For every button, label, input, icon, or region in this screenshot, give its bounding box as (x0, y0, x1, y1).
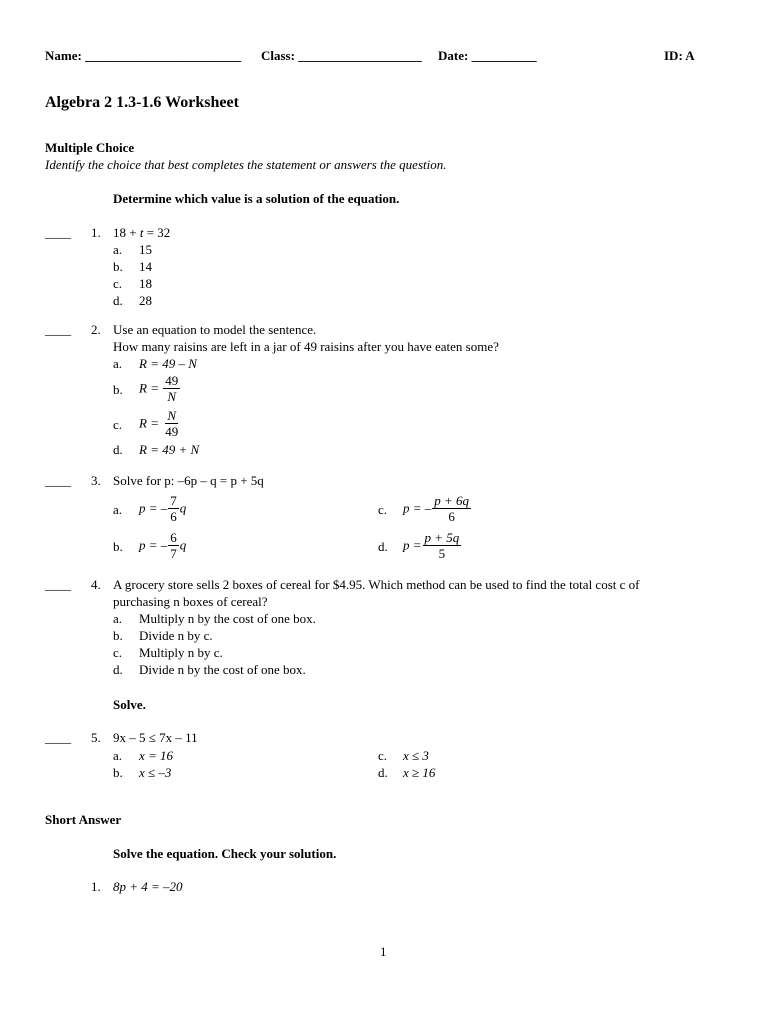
answer-blank[interactable]: ____ (45, 577, 71, 592)
choice-text: Multiply n by c. (139, 645, 223, 660)
choice-letter: c. (378, 502, 388, 517)
choice-text: Divide n by the cost of one box. (139, 662, 306, 677)
worksheet-title: Algebra 2 1.3-1.6 Worksheet (45, 94, 239, 111)
short-answer-direction: Solve the equation. Check your solution. (113, 846, 337, 861)
choice-text: 14 (139, 259, 152, 274)
choice-letter: d. (113, 442, 123, 457)
answer-blank[interactable]: ____ (45, 730, 71, 745)
choice-letter: b. (113, 628, 123, 643)
choice-letter: c. (113, 417, 123, 432)
choice-text: Multiply n by the cost of one box. (139, 611, 316, 626)
choice-letter: d. (113, 293, 123, 308)
choice-text: Divide n by c. (139, 628, 213, 643)
choice-fraction: R = $\frac{49}{N}$ (139, 373, 179, 404)
answer-blank[interactable]: ____ (45, 225, 71, 240)
answer-blank[interactable]: ____ (45, 322, 71, 337)
choice-letter: a. (113, 611, 123, 626)
choice-letter: d. (378, 765, 388, 780)
id-label: ID: A (664, 48, 695, 63)
short-answer-heading: Short Answer (45, 812, 122, 827)
choice-text: 28 (139, 293, 152, 308)
question-stem: 9x – 5 ≤ 7x – 11 (113, 730, 198, 745)
choice-letter: a. (113, 502, 123, 517)
choice-text: 15 (139, 242, 152, 257)
choice-letter: d. (378, 539, 388, 554)
choice-letter: c. (113, 276, 123, 291)
choice-letter: b. (113, 765, 123, 780)
mc-direction-1: Determine which value is a solution of the equation. (113, 191, 400, 206)
choice-fraction: p = $\frac{p + 5q}{5}$ (403, 530, 460, 561)
choice-letter: a. (113, 748, 123, 763)
question-stem: Solve for p: –6p – q = p + 5q (113, 473, 264, 488)
mc-instructions: Identify the choice that best completes the statement or answers the question. (45, 157, 447, 172)
question-stem: A grocery store sells 2 boxes of cereal for $4.95. Which method can be used to find the total cost c of (113, 577, 640, 592)
question-number: 4. (91, 577, 101, 592)
choice-text: x ≤ –3 (139, 765, 172, 780)
question-number: 5. (91, 730, 101, 745)
mc-direction-2: Solve. (113, 697, 146, 712)
choice-fraction: p = – $\frac{p + 6q}{6}$ (403, 493, 470, 524)
short-answer-number: 1. (91, 879, 101, 894)
choice-letter: c. (378, 748, 388, 763)
choice-text: 18 (139, 276, 152, 291)
choice-text: R = 49 – N (139, 356, 197, 371)
class-field-label: Class: ___________________ (261, 48, 422, 63)
question-stem: 18 + t = 32 (113, 225, 171, 240)
choice-letter: d. (113, 662, 123, 677)
choice-letter: b. (113, 382, 123, 397)
answer-blank[interactable]: ____ (45, 473, 71, 488)
choice-letter: a. (113, 242, 123, 257)
choice-fraction: R = $\frac{N}{49}$ (139, 408, 179, 439)
question-number: 3. (91, 473, 101, 488)
choice-text: x ≤ 3 (403, 748, 429, 763)
question-stem-line-2: How many raisins are left in a jar of 49 raisins after you have eaten some? (113, 339, 499, 354)
choice-text: R = 49 + N (139, 442, 200, 457)
question-stem: Use an equation to model the sentence. (113, 322, 317, 337)
choice-letter: a. (113, 356, 123, 371)
choice-text: x = 16 (139, 748, 174, 763)
choice-letter: c. (113, 645, 123, 660)
choice-fraction: p = – $\frac{7}{6}$ q (139, 493, 187, 524)
choice-letter: b. (113, 539, 123, 554)
name-field-label: Name: ________________________ (45, 48, 242, 63)
choice-text: x ≥ 16 (403, 765, 436, 780)
short-answer-question: 8p + 4 = –20 (113, 879, 183, 894)
mc-heading: Multiple Choice (45, 140, 135, 155)
page-number: 1 (380, 944, 387, 959)
question-number: 1. (91, 225, 101, 240)
date-field-label: Date: __________ (438, 48, 537, 63)
choice-fraction: p = – $\frac{6}{7}$ q (139, 530, 187, 561)
question-number: 2. (91, 322, 101, 337)
choice-letter: b. (113, 259, 123, 274)
question-stem-line-2: purchasing n boxes of cereal? (113, 594, 268, 609)
